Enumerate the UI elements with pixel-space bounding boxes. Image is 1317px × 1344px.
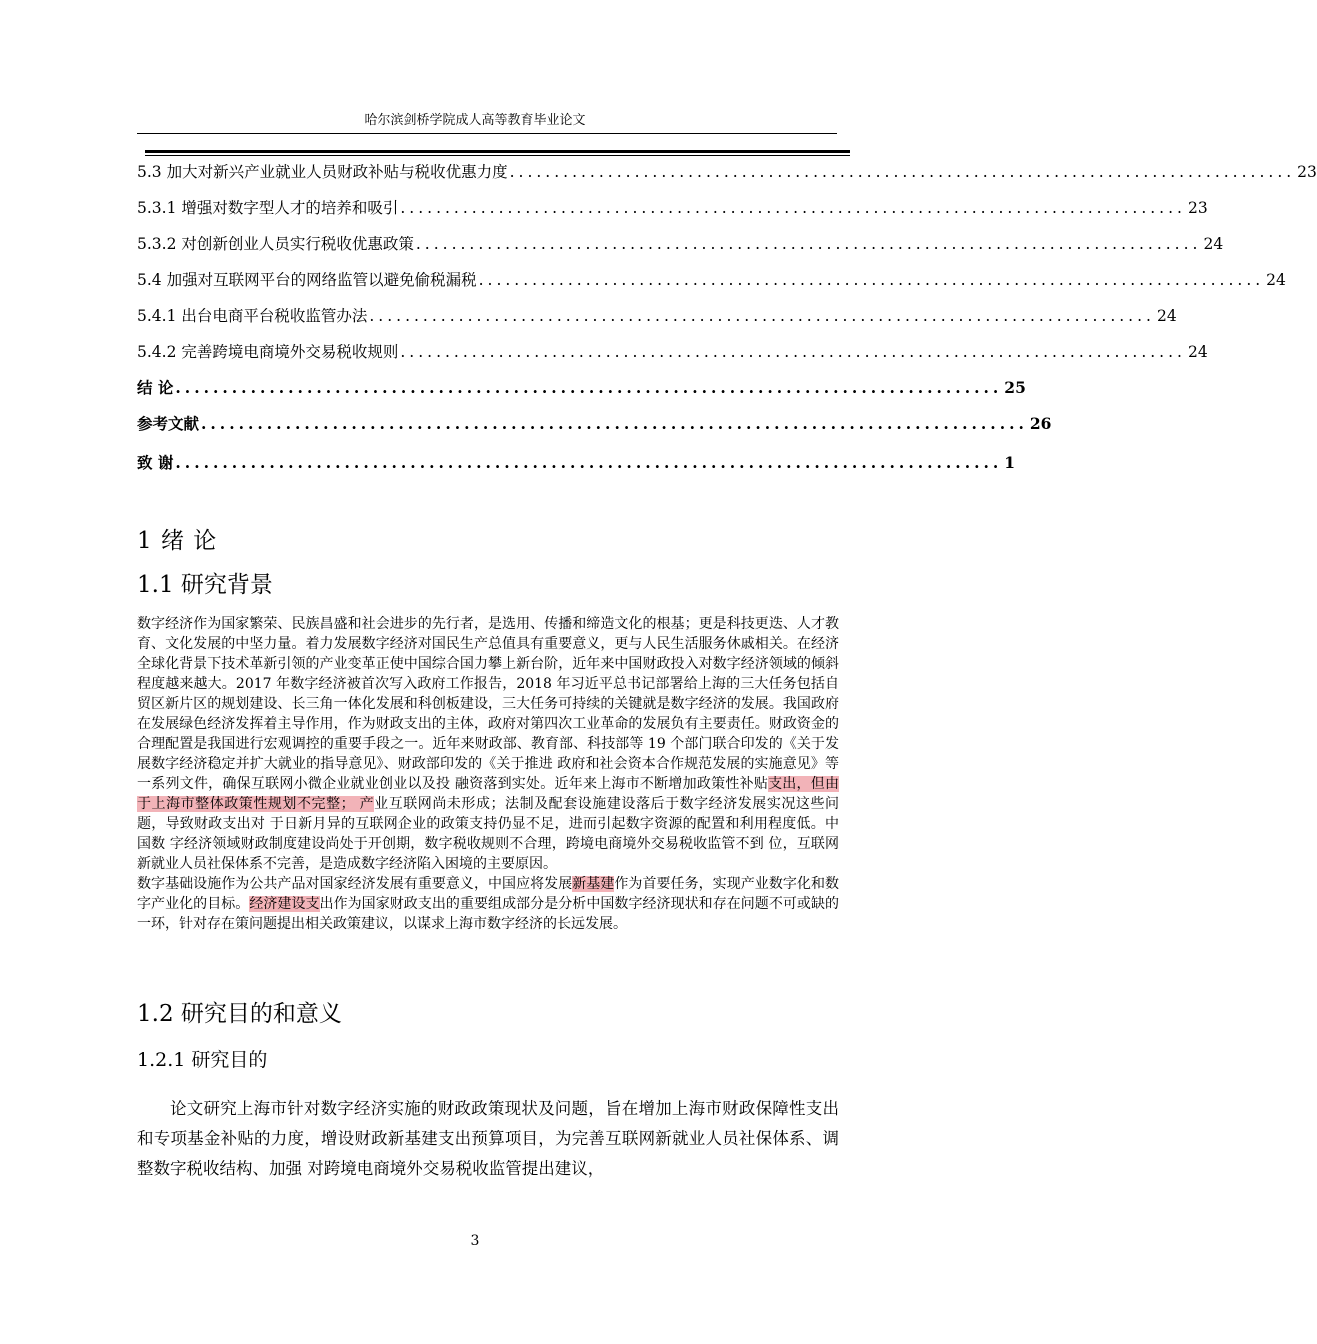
toc-entry-page: 24 xyxy=(1156,307,1177,325)
purpose-paragraph: 论文研究上海市针对数字经济实施的财政政策现状及问题，旨在增加上海市财政保障性支出和专项基金补贴的力度，增设财政新基建支出预算项目，为完善互联网新就业人员社保体系、调整数字税收结构、加强 对跨境电商境外交易税收监管提出建议， xyxy=(137,1099,839,1178)
background-text: 出作为国家财政支出的重要组成部分是分析中国数字经济现状和存在问题不可或缺的一环，针对存在策问题提出相关政策建议，以谋求上海市数字经济的长远发展。 xyxy=(137,896,840,932)
toc-entry[interactable] xyxy=(137,340,1208,362)
toc-leader-dots: ........................................................................................ xyxy=(415,235,1202,253)
background-text: 业互联网尚未形成；法制及配套设施建设落后于数字经济发展实况这些问题，导致财政支出对 于日新月异的互联网企业的政策支持仍显不足，进而引起数字资源的配置和利用程度低。中国数 字经济领域财政制度建设尚处于开创期，数字税收规则不合理，跨境电商境外交易税收监管不到 位，互联网新就业人员社保体系不完善，是造成数字经济陷入困境的主要原因。 xyxy=(137,796,840,872)
toc-entry-title: 5.3 加大对新兴产业就业人员财政补贴与税收优惠力度 xyxy=(137,163,508,181)
highlighted-text: 经济建设支 xyxy=(249,896,320,912)
toc-entry[interactable] xyxy=(137,232,1224,254)
header-double-rule-thin xyxy=(145,155,850,156)
toc-entry-title: 致 谢 xyxy=(137,453,174,472)
background-text: 数字经济作为国家繁荣、民族昌盛和社会进步的先行者，是选用、传播和缔造文化的根基；更是科技更迭、人才教育、文化发展的中坚力量。着力发展数字经济对国民生产总值具有重要意义，更与人民生活服务休戚相关。在经济全球化背景下技术革新引领的产业变革正使中国综合国力攀上新台阶，近年来中国财政投入对数字经济领域的倾斜程度越来越大。2017 年数字经济被首次写入政府工作报告，2018 年习近平总书记部署给上海的三大任务包括自贸区新片区的规划建设、长三角一体化发展和科创板建设，三大任务可持续的关键就是数字经济的发展。我国政府在发展绿色经济发挥着主导作用，作为财政支出的主体，政府对第四次工业革命的发展负有主要责任。财政资金的合理配置是我国进行宏观调控的重要手段之一。近年来财政部、教育部、科技部等 19 个部门联合印发的《关于发展数字经济稳定并扩大就业的指导意见》、财政部印发的《关于推进 政府和社会资本合作规范发展的实施意见》等一系列文件，确保互联网小微企业就业创业以及投 融资落到实处。近年来上海市不断增加政策性补贴 xyxy=(137,616,839,792)
toc-entry[interactable] xyxy=(137,268,1286,290)
background-text: 作为首要任务，实现产业数字化和数字产业化的目标。 xyxy=(137,876,840,912)
toc-leader-dots: ........................................................................................ xyxy=(509,163,1296,181)
toc-entry[interactable] xyxy=(137,451,1016,473)
toc-entry-page: 24 xyxy=(1203,235,1224,253)
toc-entry-page: 24 xyxy=(1187,343,1208,361)
page-header-title: 哈尔滨剑桥学院成人高等教育毕业论文 xyxy=(364,113,586,128)
section-heading: 1.1 研究背景 xyxy=(137,572,273,598)
toc-leader-dots: ........................................................................................ xyxy=(175,378,1003,397)
toc-leader-dots: ........................................................................................ xyxy=(400,343,1186,361)
background-text: 数字基础设施作为公共产品对国家经济发展有重要意义，中国应将发展 xyxy=(137,876,573,892)
toc-entry-title: 5.3.1 增强对数字型人才的培养和吸引 xyxy=(137,199,399,217)
toc-entry-title: 结 论 xyxy=(137,378,174,397)
background-paragraph xyxy=(137,614,839,874)
toc-entry-title: 5.4.1 出台电商平台税收监管办法 xyxy=(137,307,368,325)
toc-leader-dots: ........................................................................................ xyxy=(400,199,1186,217)
subsection-heading: 1.2.1 研究目的 xyxy=(137,1049,268,1071)
chapter-heading: 1 绪 论 xyxy=(137,528,218,554)
toc-entry-page: 25 xyxy=(1004,378,1026,397)
toc-leader-dots: ........................................................................................ xyxy=(175,453,1003,472)
header-rule xyxy=(137,133,837,134)
toc-entry-title: 5.4 加强对互联网平台的网络监管以避免偷税漏税 xyxy=(137,271,477,289)
toc-entry-page: 24 xyxy=(1266,271,1286,289)
toc-entry[interactable] xyxy=(137,376,1026,398)
toc-entry[interactable] xyxy=(137,412,1052,434)
toc-entry[interactable] xyxy=(137,160,1317,182)
section-heading: 1.2 研究目的和意义 xyxy=(137,1001,342,1027)
toc-entry-page: 23 xyxy=(1297,163,1317,181)
toc-entry[interactable] xyxy=(137,196,1208,218)
toc-entry[interactable] xyxy=(137,304,1177,326)
page-number: 3 xyxy=(470,1233,480,1249)
highlighted-text: 新基建 xyxy=(572,876,615,892)
toc-entry-title: 5.3.2 对创新创业人员实行税收优惠政策 xyxy=(137,235,414,253)
toc-entry-title: 参考文献 xyxy=(137,414,200,433)
toc-leader-dots: ........................................................................................ xyxy=(201,414,1028,433)
header-double-rule xyxy=(145,150,850,153)
background-paragraph xyxy=(137,874,839,934)
toc-leader-dots: ........................................................................................ xyxy=(369,307,1155,325)
highlighted-text: 支出，但由于上海市整体政策性规划不完整； 产 xyxy=(137,776,840,812)
background-section xyxy=(137,614,839,934)
toc-entry-page: 1 xyxy=(1004,453,1016,472)
toc-entry-page: 23 xyxy=(1187,199,1208,217)
toc-entry-page: 26 xyxy=(1029,414,1052,433)
toc-leader-dots: ........................................................................................ xyxy=(478,271,1265,289)
toc-entry-title: 5.4.2 完善跨境电商境外交易税收规则 xyxy=(137,343,399,361)
